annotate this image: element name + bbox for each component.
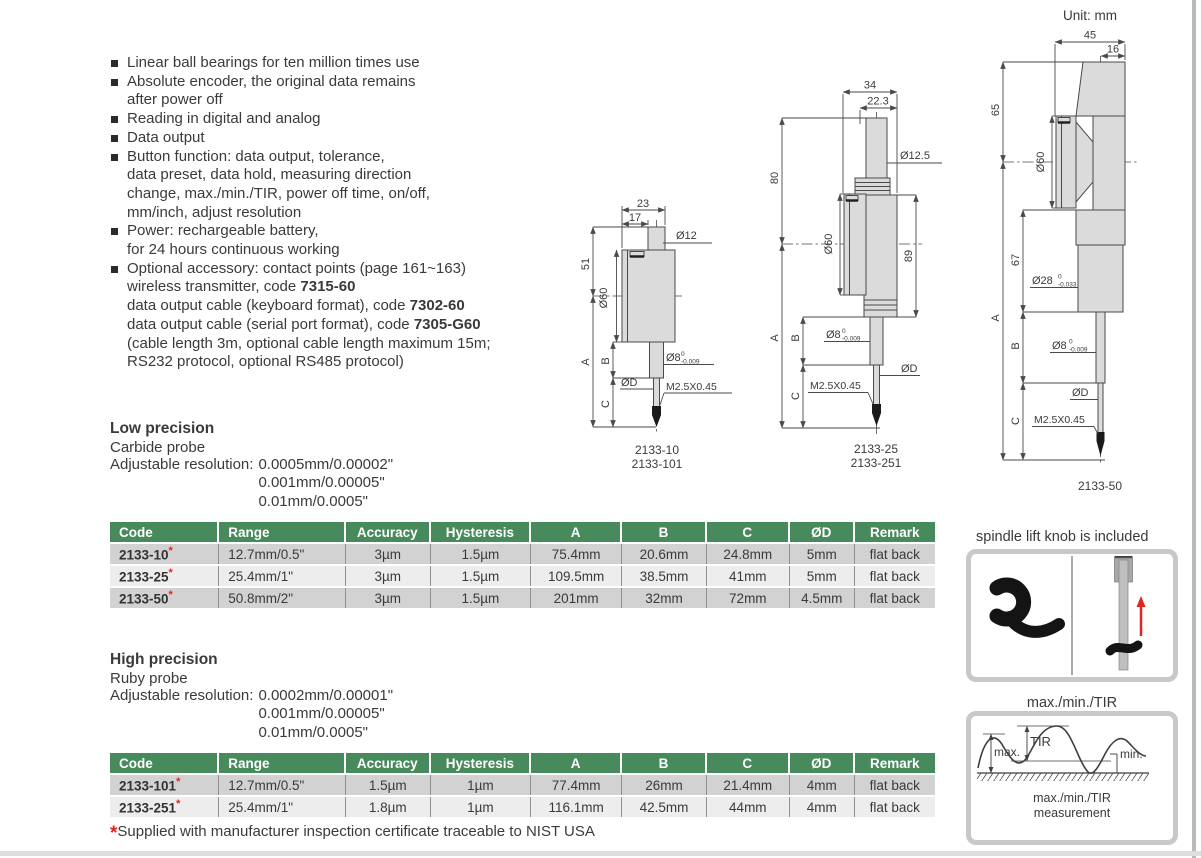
- table-cell: flat back: [855, 775, 935, 795]
- feature-line: [110, 110, 610, 129]
- feature-text: Reading in digital and analog: [127, 110, 321, 128]
- bullet-icon: [111, 79, 118, 86]
- column-header: Remark: [855, 522, 935, 542]
- product-code: 2133-101: [119, 778, 177, 794]
- table-cell: 77.4mm: [531, 775, 622, 795]
- feature-line: [110, 241, 610, 260]
- dim-label: 45: [1083, 29, 1097, 42]
- feature-text: data preset, data hold, measuring direction: [127, 166, 412, 184]
- feature-text: Power: rechargeable battery,: [127, 222, 319, 240]
- thread-label: M2.5X0.45: [1034, 414, 1085, 426]
- column-header: Code: [110, 522, 219, 542]
- tir-panel-title: max./min./TIR: [1026, 695, 1118, 711]
- resolution-value: 0.01mm/0.0005": [258, 723, 368, 741]
- feature-item: [110, 129, 610, 148]
- feature-line: [110, 278, 610, 297]
- column-header: B: [622, 522, 707, 542]
- drawing-caption: 2133-50: [1077, 479, 1123, 493]
- certificate-star: *: [168, 567, 173, 580]
- table-row: [110, 775, 935, 795]
- drawing-caption: 2133-10: [634, 443, 680, 457]
- unit-label: Unit: mm: [1063, 8, 1117, 23]
- table-cell: 1µm: [431, 775, 532, 795]
- bullet-icon: [111, 60, 118, 67]
- column-header: Hysteresis: [431, 522, 532, 542]
- table-cell: flat back: [855, 566, 935, 586]
- dim-label: C: [790, 392, 802, 400]
- table-cell: 41mm: [707, 566, 790, 586]
- tir-caption: measurement: [1033, 806, 1111, 820]
- header-row: [110, 522, 935, 542]
- bullet-icon: [111, 135, 118, 142]
- product-code: 2133-50: [119, 591, 169, 607]
- code-cell: [110, 544, 219, 564]
- dim-label: Ø60: [823, 233, 835, 255]
- feature-text: wireless transmitter, code: [127, 278, 301, 296]
- resolution-value: 0.0002mm/0.00001": [258, 687, 394, 704]
- feature-text: Button function: data output, tolerance,: [127, 147, 385, 165]
- feature-item: [110, 110, 610, 129]
- feature-text: (cable length 3m, optional cable length maximum 15m;: [127, 334, 491, 352]
- table-cell: 1.5µm: [431, 588, 532, 608]
- table-cell: 201mm: [531, 588, 622, 608]
- certificate-star: *: [176, 798, 181, 811]
- footnote-text: Supplied with manufacturer inspection certificate traceable to NIST USA: [117, 823, 595, 840]
- tolerance-upper: 0: [1058, 273, 1062, 281]
- dim-label: B: [790, 334, 802, 342]
- certificate-star: *: [168, 589, 173, 602]
- spindle-rod: [1119, 560, 1128, 670]
- table-cell: 1.8µm: [346, 797, 431, 817]
- feature-line: [110, 335, 610, 354]
- dim-label: 34: [863, 79, 877, 92]
- feature-text: Optional accessory: contact points (page 161~163): [127, 259, 466, 277]
- table-cell: 44mm: [707, 797, 790, 817]
- table-cell: 32mm: [622, 588, 707, 608]
- column-header: ØD: [790, 753, 855, 773]
- feature-item: [110, 222, 610, 259]
- tolerance-upper: 0: [1069, 338, 1073, 346]
- dim-label: A: [580, 358, 592, 366]
- dim-label: B: [1010, 342, 1022, 350]
- table-cell: 1µm: [431, 797, 532, 817]
- feature-list: [110, 54, 610, 372]
- dim-label: C: [600, 400, 612, 408]
- feature-text: data output cable (serial port format), code: [127, 315, 414, 333]
- certificate-star: *: [176, 776, 181, 789]
- tolerance-upper: 0: [842, 328, 846, 335]
- feature-text: change, max./min./TIR, power off time, on/off,: [127, 184, 430, 202]
- dim-label: 23: [636, 198, 650, 210]
- feature-line: [110, 148, 610, 167]
- dim-label: 65: [990, 103, 1002, 117]
- resolution-value: 0.0005mm/0.00002": [258, 456, 394, 473]
- dim-label: Ø28: [1032, 275, 1053, 287]
- min-label: min.: [1120, 747, 1143, 761]
- dim-label: Ø8: [666, 352, 681, 364]
- table-cell: flat back: [855, 588, 935, 608]
- table-cell: 3µm: [346, 588, 431, 608]
- feature-line: [110, 166, 610, 185]
- feature-text: Linear ball bearings for ten million times use: [127, 54, 420, 71]
- max-label: max.: [994, 745, 1021, 759]
- ground-hatch: [977, 773, 1149, 781]
- low-precision-table-wrap: [110, 520, 935, 610]
- low-precision-table: [110, 520, 935, 610]
- feature-item: [110, 148, 610, 223]
- dim-label: 22.3: [867, 95, 889, 108]
- table-cell: 12.7mm/0.5": [219, 775, 346, 795]
- dim-label: 80: [769, 171, 781, 185]
- tir-caption: max./min./TIR: [1033, 791, 1111, 805]
- thread-label: M2.5X0.45: [810, 380, 861, 392]
- tir-box: [966, 711, 1178, 845]
- dim-label: B: [600, 357, 612, 365]
- accessory-code: 7302-60: [409, 297, 465, 315]
- resolution-value: 0.001mm/0.00005": [258, 705, 385, 723]
- dim-label: 51: [580, 257, 592, 271]
- dim-label: 89: [903, 249, 915, 263]
- spindle-knob-illustration: [971, 554, 1173, 677]
- page-edge-bottom: [0, 851, 1201, 856]
- dim-label: Ø60: [1035, 151, 1047, 173]
- bullet-icon: [111, 154, 118, 161]
- high-precision-table: [110, 751, 935, 819]
- feature-text: RS232 protocol, optional RS485 protocol): [127, 353, 404, 371]
- table-cell: flat back: [855, 797, 935, 817]
- feature-line: [110, 316, 610, 335]
- feature-text: Data output: [127, 128, 205, 146]
- table-cell: 25.4mm/1": [219, 797, 346, 817]
- feature-line: [110, 222, 610, 241]
- section-title-low-precision: Low precision: [110, 420, 215, 437]
- bullet-icon: [111, 266, 118, 273]
- tolerance-lower: -0.009: [842, 335, 861, 343]
- header-row: [110, 753, 935, 773]
- high-precision-table-wrap: [110, 751, 935, 819]
- dim-label: ØD: [621, 377, 638, 389]
- code-cell: [110, 588, 219, 608]
- dim-label: A: [990, 314, 1002, 322]
- feature-text: for 24 hours continuous working: [127, 241, 340, 259]
- table-cell: 109.5mm: [531, 566, 622, 586]
- footnote: [110, 823, 595, 845]
- column-header: Accuracy: [346, 753, 431, 773]
- certificate-star: *: [168, 545, 173, 558]
- thread-label: M2.5X0.45: [666, 381, 717, 393]
- tolerance-upper: 0: [681, 351, 685, 358]
- feature-item: [110, 257, 610, 372]
- spindle-knob-title: spindle lift knob is included: [976, 529, 1149, 545]
- drawing-2133-50: [988, 28, 1198, 508]
- feature-line: [110, 204, 610, 223]
- resolution-values: [258, 687, 393, 742]
- product-code: 2133-10: [119, 547, 169, 563]
- feature-text: mm/inch, adjust resolution: [127, 203, 302, 221]
- table-row: [110, 797, 935, 817]
- resolution-block-high: [110, 687, 393, 742]
- tir-label: TIR: [1030, 734, 1051, 749]
- tir-diagram: [971, 716, 1173, 840]
- resolution-label: Adjustable resolution:: [110, 456, 254, 473]
- table-row: [110, 588, 935, 608]
- column-header: Range: [219, 753, 346, 773]
- column-header: A: [531, 522, 622, 542]
- feature-line: [110, 91, 610, 110]
- code-cell: [110, 566, 219, 586]
- resolution-label: Adjustable resolution:: [110, 687, 254, 704]
- resolution-block-low: [110, 456, 393, 511]
- table-cell: 26mm: [622, 775, 707, 795]
- dim-label: C: [1010, 417, 1022, 425]
- accessory-code: 7305-G60: [413, 315, 481, 333]
- dim-label: Ø60: [598, 287, 610, 309]
- table-cell: 1.5µm: [431, 544, 532, 564]
- drawing-caption: 2133-101: [631, 457, 683, 471]
- feature-text: after power off: [127, 91, 223, 109]
- column-header: C: [707, 522, 790, 542]
- table-row: [110, 544, 935, 564]
- code-cell: [110, 775, 219, 795]
- table-cell: 20.6mm: [622, 544, 707, 564]
- tolerance-lower: -0.009: [1069, 346, 1088, 354]
- probe-type-high: Ruby probe: [110, 670, 188, 687]
- dim-label: ØD: [901, 363, 918, 375]
- dim-label: ØD: [1072, 387, 1089, 399]
- probe-type-low: Carbide probe: [110, 439, 206, 456]
- table-cell: 4mm: [790, 797, 855, 817]
- column-header: ØD: [790, 522, 855, 542]
- table-cell: 4.5mm: [790, 588, 855, 608]
- table-cell: 21.4mm: [707, 775, 790, 795]
- feature-line: [110, 73, 610, 92]
- certificate-star: *: [110, 823, 118, 844]
- feature-line: [110, 185, 610, 204]
- feature-text: data output cable (keyboard format), code: [127, 297, 410, 315]
- table-cell: 3µm: [346, 566, 431, 586]
- drawing-2133-25: [770, 72, 975, 477]
- table-cell: 3µm: [346, 544, 431, 564]
- table-cell: 75.4mm: [531, 544, 622, 564]
- column-header: Code: [110, 753, 219, 773]
- dim-label: Ø12.5: [900, 150, 930, 162]
- dim-label: 67: [1010, 253, 1022, 267]
- column-header: Accuracy: [346, 522, 431, 542]
- table-cell: 116.1mm: [531, 797, 622, 817]
- feature-line: [110, 129, 610, 148]
- column-header: Remark: [855, 753, 935, 773]
- lift-knob-icon: [997, 585, 1024, 619]
- bullet-icon: [111, 228, 118, 235]
- table-row: [110, 566, 935, 586]
- table-cell: 38.5mm: [622, 566, 707, 586]
- code-cell: [110, 797, 219, 817]
- feature-item: [110, 73, 610, 110]
- dim-label: Ø8: [1052, 340, 1067, 352]
- drawing-2133-10: [560, 182, 775, 482]
- product-code: 2133-251: [119, 800, 177, 816]
- dim-label: A: [769, 334, 781, 342]
- knob-on-spindle: [1110, 645, 1138, 651]
- feature-line: [110, 297, 610, 316]
- drawing-caption: 2133-251: [850, 456, 902, 470]
- table-cell: 42.5mm: [622, 797, 707, 817]
- table-cell: 1.5µm: [346, 775, 431, 795]
- feature-text: Absolute encoder, the original data remains: [127, 72, 416, 90]
- table-cell: 72mm: [707, 588, 790, 608]
- table-cell: 1.5µm: [431, 566, 532, 586]
- table-cell: 50.8mm/2": [219, 588, 346, 608]
- table-cell: 5mm: [790, 566, 855, 586]
- dim-label: 16: [1106, 43, 1120, 56]
- table-cell: 25.4mm/1": [219, 566, 346, 586]
- resolution-values: [258, 456, 393, 511]
- product-code: 2133-25: [119, 569, 169, 585]
- column-header: B: [622, 753, 707, 773]
- section-title-high-precision: High precision: [110, 651, 218, 668]
- feature-line: [110, 257, 610, 279]
- table-cell: 5mm: [790, 544, 855, 564]
- dim-label: Ø8: [826, 329, 841, 341]
- tolerance-lower: -0.009: [681, 358, 700, 366]
- accessory-code: 7315-60: [300, 278, 356, 296]
- dim-label: Ø12: [676, 230, 697, 242]
- table-cell: 24.8mm: [707, 544, 790, 564]
- column-header: Hysteresis: [431, 753, 532, 773]
- table-cell: 4mm: [790, 775, 855, 795]
- resolution-value: 0.01mm/0.0005": [258, 492, 368, 510]
- drawing-caption: 2133-25: [853, 442, 899, 456]
- spindle-knob-box: [966, 549, 1178, 682]
- dim-label: 17: [628, 212, 642, 224]
- bullet-icon: [111, 116, 118, 123]
- column-header: A: [531, 753, 622, 773]
- resolution-value: 0.001mm/0.00005": [258, 474, 385, 492]
- feature-line: [110, 353, 610, 372]
- tolerance-lower: -0.033: [1058, 281, 1077, 289]
- page-edge-right: [1192, 0, 1196, 858]
- table-cell: flat back: [855, 544, 935, 564]
- table-cell: 12.7mm/0.5": [219, 544, 346, 564]
- column-header: C: [707, 753, 790, 773]
- feature-item: [110, 54, 610, 73]
- column-header: Range: [219, 522, 346, 542]
- feature-line: [110, 54, 610, 73]
